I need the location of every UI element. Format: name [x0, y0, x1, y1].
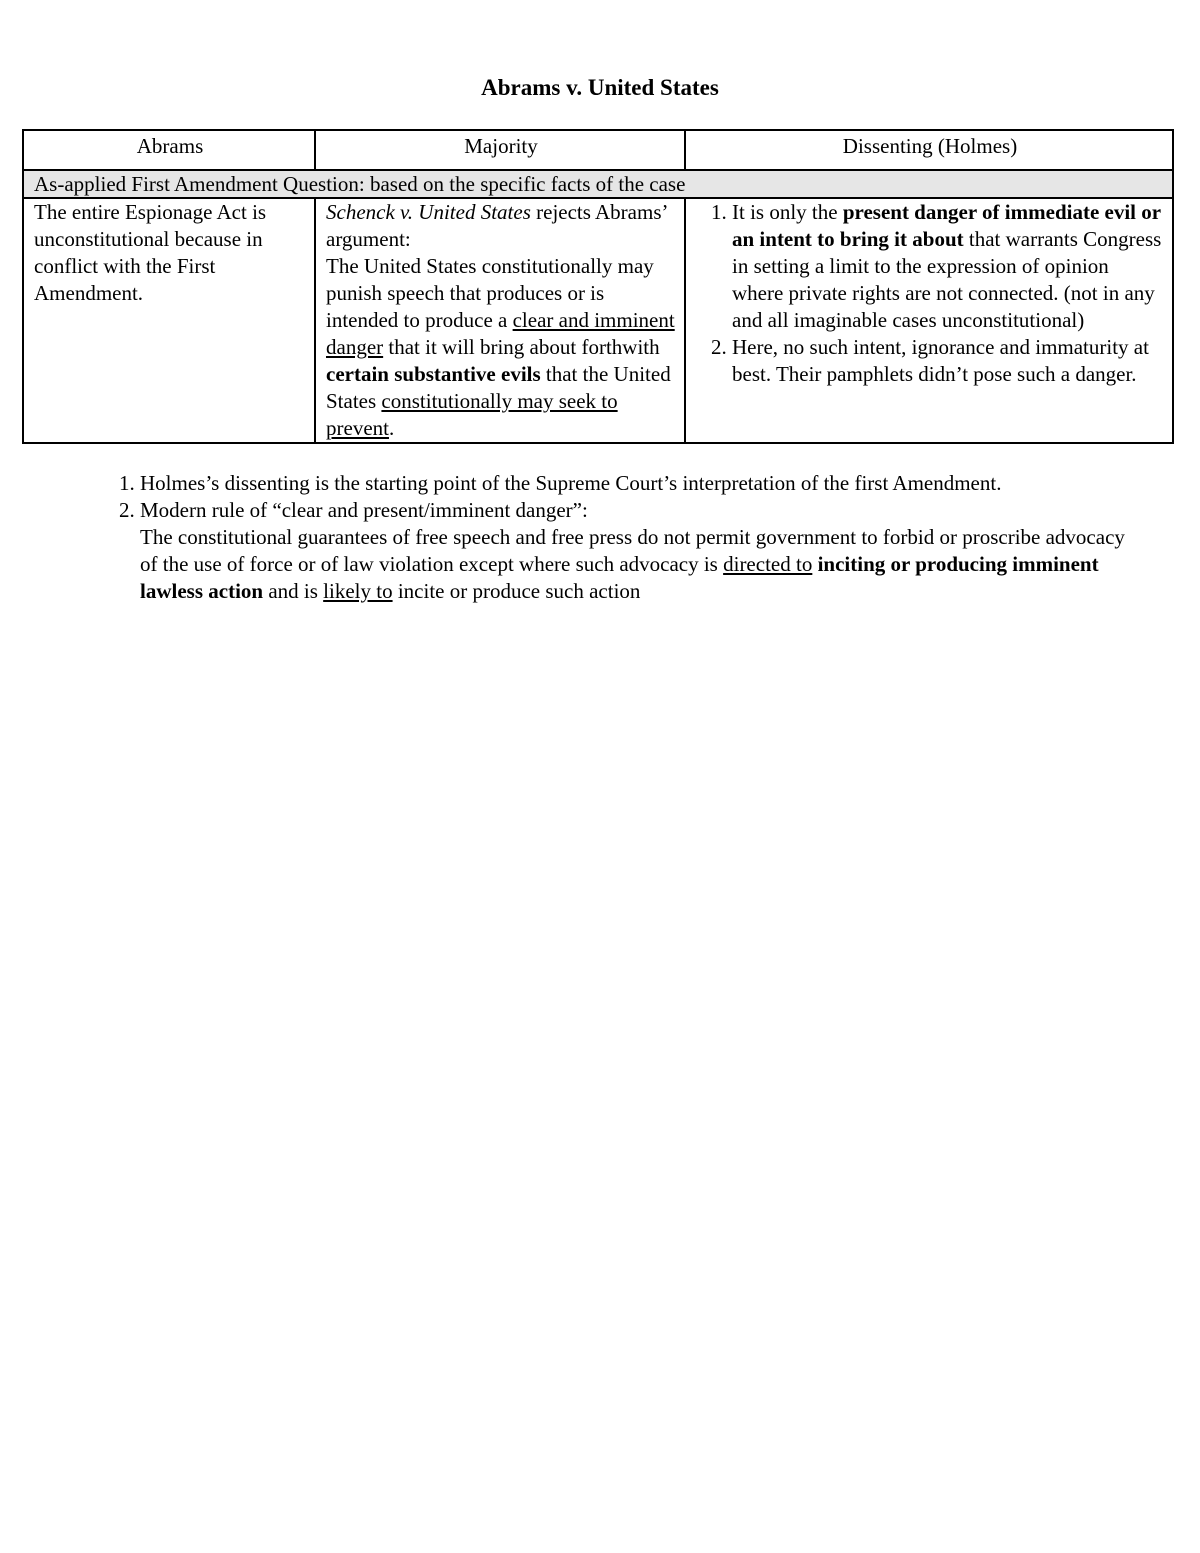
majority-end: . — [388, 416, 395, 440]
majority-cell — [315, 198, 685, 443]
header-abrams: Abrams — [23, 130, 315, 170]
table-body-row — [23, 198, 1173, 443]
majority-intro: rejects Abrams’ argument: — [326, 200, 667, 251]
header-majority: Majority — [315, 130, 685, 170]
note-item-1: 1. Holmes’s dissenting is the starting point of the Supreme Court’s interpretation of the first Amendment. — [140, 470, 1140, 497]
abrams-cell: The entire Espionage Act is unconstitutional because in conflict with the First Amendment. — [23, 198, 315, 443]
present-danger-phrase: present danger of immediate evil or an intent to bring it about — [732, 200, 1161, 251]
directed-to-phrase: directed to — [723, 552, 813, 576]
clear-danger-phrase: clear and imminent danger — [326, 308, 675, 359]
likely-to-phrase: likely to — [323, 579, 393, 603]
dissent-item-1 — [732, 199, 1164, 334]
header-dissenting: Dissenting (Holmes) — [685, 130, 1173, 170]
dissent-item-1-start: It is only the — [732, 200, 843, 224]
notes-list — [104, 470, 1140, 605]
case-citation: Schenck v. United States — [326, 200, 531, 224]
dissent-list — [696, 199, 1164, 388]
imminent-lawless-phrase: inciting or producing imminent lawless action — [140, 552, 1099, 603]
dissent-item-1-end: that warrants Congress in setting a limit to the expression of opinion where private rights are not connected. (not in any and all imaginable cases unconstitutional) — [732, 227, 1162, 332]
note-item-2-end: incite or produce such action — [392, 579, 641, 603]
document-title: Abrams v. United States — [481, 75, 719, 100]
dissent-item-2: 2. Here, no such intent, ignorance and immaturity at best. Their pamphlets didn’t pose such a danger. — [732, 334, 1164, 388]
question-cell: As-applied First Amendment Question: based on the specific facts of the case — [23, 170, 1173, 198]
substantive-evils-phrase: certain substantive evils — [326, 362, 541, 386]
prevent-phrase: constitutionally may seek to prevent — [326, 389, 618, 440]
note-item-2-and: and is — [263, 579, 324, 603]
note-item-2-text: The constitutional guarantees of free speech and free press do not permit government to forbid or proscribe advocacy of the use of force or of law violation except where such advocacy is — [140, 525, 1125, 576]
note-item-2-heading: Modern rule of “clear and present/imminent danger”: — [140, 498, 588, 522]
majority-rule-mid2: that the United States — [326, 362, 671, 413]
majority-rule-start: The United States constitutionally may punish speech that produces or is intended to produce a — [326, 254, 654, 332]
majority-rule-mid: that it will bring about forthwith — [383, 335, 660, 359]
table-header-row — [23, 130, 1173, 170]
note-item-2 — [140, 497, 1140, 605]
question-row — [23, 170, 1173, 198]
case-brief-table — [22, 129, 1174, 444]
dissent-cell — [685, 198, 1173, 443]
